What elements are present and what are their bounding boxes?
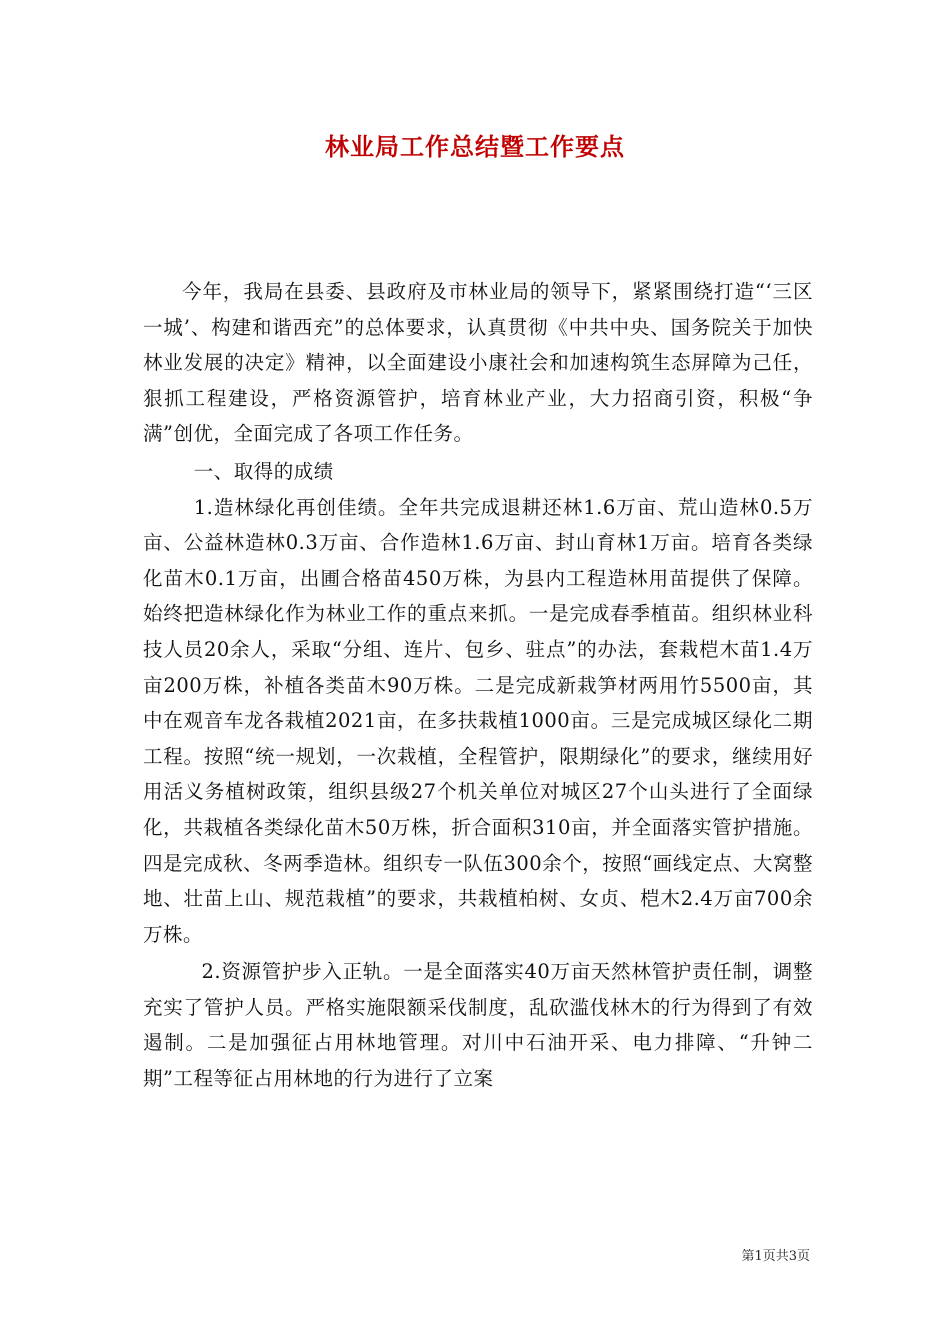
section-heading: 一、取得的成绩 bbox=[193, 459, 334, 483]
item-paragraph-1: 1.造林绿化再创佳绩。全年共完成退耕还林1.6万亩、荒山造林0.5万亩、公益林造林0.3万亩、合作造林1.6万亩、封山育林1万亩。培育各类绿化苗木0.1万亩，出圃合格苗450万株，为县内工程造林用苗提供了保障。始终把造林绿化作为林业工作的重点来抓。一是完成春季植苗。组织林业科技人员20余人，采取“分组、连片、包乡、驻点”的办法，套栽桤木苗1.4万亩200万株，补植各类苗木90万株。二是完成新栽笋材两用竹5500亩，其中在观音车龙各栽植2021亩，在多扶栽植1000亩。三是完成城区绿化二期工程。按照“统一规划，一次栽植，全程管护，限期绿化”的要求，继续用好用活义务植树政策，组织县级27个机关单位对城区27个山头进行了全面绿化，共栽植各类绿化苗木50万株，折合面积310亩，并全面落实管护措施。四是完成秋、冬两季造林。组织专一队伍300余个，按照“画线定点、大窝整地、壮苗上山、规范栽植”的要求，共栽植柏树、女贞、桤木2.4万亩700余万株。 bbox=[143, 495, 813, 946]
item-paragraph-2: 2.资源管护步入正轨。一是全面落实40万亩天然林管护责任制，调整充实了管护人员。严格实施限额采伐制度，乱砍滥伐林木的行为得到了有效遏制。二是加强征占用林地管理。对川中石油开采、电力排障、“升钟二期”工程等征占用林地的行为进行了立案 bbox=[143, 960, 813, 1091]
page-number: 第1页共3页 bbox=[741, 1249, 810, 1264]
document-title: 林业局工作总结暨工作要点 bbox=[325, 132, 625, 161]
intro-paragraph: 今年，我局在县委、县政府及市林业局的领导下，紧紧围绕打造“‘三区一城’、构建和谐西充”的总体要求，认真贯彻《中共中央、国务院关于加快林业发展的决定》精神，以全面建设小康社会和加速构筑生态屏障为己任，狠抓工程建设，严格资源管护，培育林业产业，大力招商引资，积极“争满”创优，全面完成了各项工作任务。 bbox=[143, 280, 813, 446]
document-body bbox=[143, 274, 813, 1097]
